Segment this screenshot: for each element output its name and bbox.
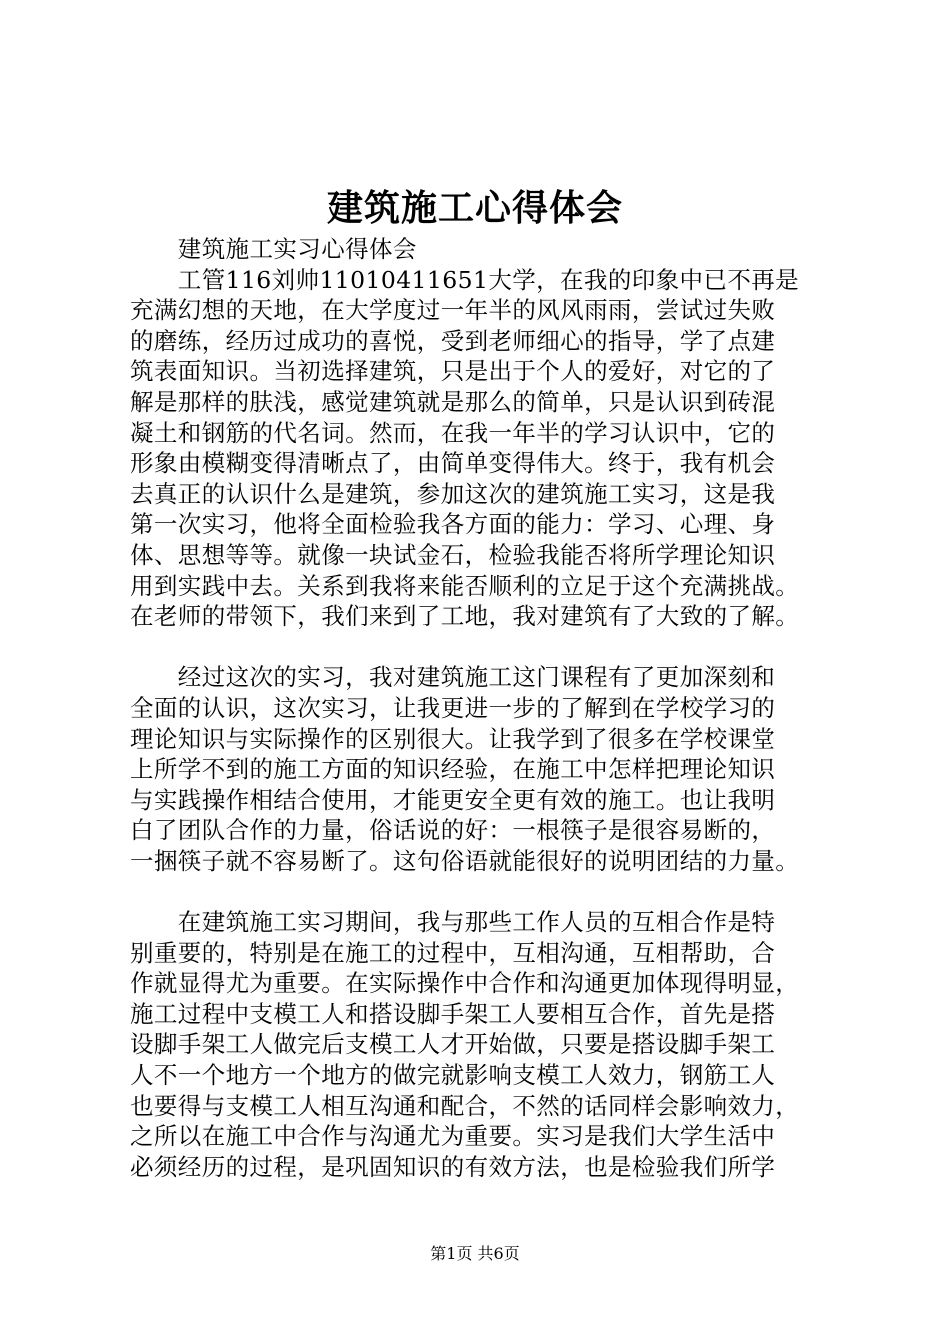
- text-line: 别重要的，特别是在施工的过程中，互相沟通，互相帮助，合: [130, 938, 776, 967]
- text-line: 用到实践中去。关系到我将来能否顺利的立足于这个充满挑战。: [130, 571, 800, 600]
- text-line: 凝土和钢筋的代名词。然而，在我一年半的学习认识中，它的: [130, 418, 776, 447]
- text-line: 白了团队合作的力量，俗话说的好：一根筷子是很容易断的，: [130, 816, 776, 845]
- text-line: 去真正的认识什么是建筑，参加这次的建筑施工实习，这是我: [130, 479, 776, 508]
- text-line: 的磨练，经历过成功的喜悦，受到老师细心的指导，学了点建: [130, 326, 776, 355]
- text-line: 工管116刘帅11010411651大学，在我的印象中已不再是: [130, 265, 800, 294]
- text-line: 在老师的带领下，我们来到了工地，我对建筑有了大致的了解。: [130, 602, 800, 631]
- text-line: 形象由模糊变得清晰点了，由简单变得伟大。终于，我有机会: [130, 449, 776, 478]
- text-line: 体、思想等等。就像一块试金石，检验我能否将所学理论知识: [130, 540, 776, 569]
- text-line: 施工过程中支模工人和搭设脚手架工人要相互合作，首先是搭: [130, 999, 776, 1028]
- text-line: 必须经历的过程，是巩固知识的有效方法，也是检验我们所学: [130, 1152, 776, 1181]
- text-line: 解是那样的肤浅，感觉建筑就是那么的简单，只是认识到砖混: [130, 387, 776, 416]
- text-line: 理论知识与实际操作的区别很大。让我学到了很多在学校课堂: [130, 724, 776, 753]
- text-line: 第一次实习，他将全面检验我各方面的能力：学习、心理、身: [130, 510, 776, 539]
- subtitle-line: 建筑施工实习心得体会: [130, 235, 417, 263]
- document-title: 建筑施工心得体会: [326, 187, 623, 229]
- text-line: 在建筑施工实习期间，我与那些工作人员的互相合作是特: [130, 908, 776, 937]
- text-line: 上所学不到的施工方面的知识经验，在施工中怎样把理论知识: [130, 755, 776, 784]
- text-line: 人不一个地方一个地方的做完就影响支模工人效力，钢筋工人: [130, 1061, 776, 1090]
- text-line: 经过这次的实习，我对建筑施工这门课程有了更加深刻和: [130, 663, 776, 692]
- text-line: 全面的认识，这次实习，让我更进一步的了解到在学校学习的: [130, 693, 776, 722]
- text-line: 设脚手架工人做完后支模工人才开始做，只要是搭设脚手架工: [130, 1030, 776, 1059]
- text-line: 充满幻想的天地，在大学度过一年半的风风雨雨，尝试过失败: [130, 296, 776, 325]
- text-line: 筑表面知识。当初选择建筑，只是出于个人的爱好，对它的了: [130, 357, 776, 386]
- document-body: [130, 234, 850, 1182]
- text-line: 一捆筷子就不容易断了。这句俗语就能很好的说明团结的力量。: [130, 846, 800, 875]
- text-line: 作就显得尤为重要。在实际操作中合作和沟通更加体现得明显，: [130, 969, 800, 998]
- paragraph-gap: [130, 876, 850, 907]
- text-line: 之所以在施工中合作与沟通尤为重要。实习是我们大学生活中: [130, 1122, 776, 1151]
- page-footer: 第1页 共6页: [430, 1244, 520, 1263]
- text-line: 与实践操作相结合使用，才能更安全更有效的施工。也让我明: [130, 785, 776, 814]
- text-line: 也要得与支模工人相互沟通和配合，不然的话同样会影响效力，: [130, 1091, 800, 1120]
- paragraph-gap: [130, 632, 850, 663]
